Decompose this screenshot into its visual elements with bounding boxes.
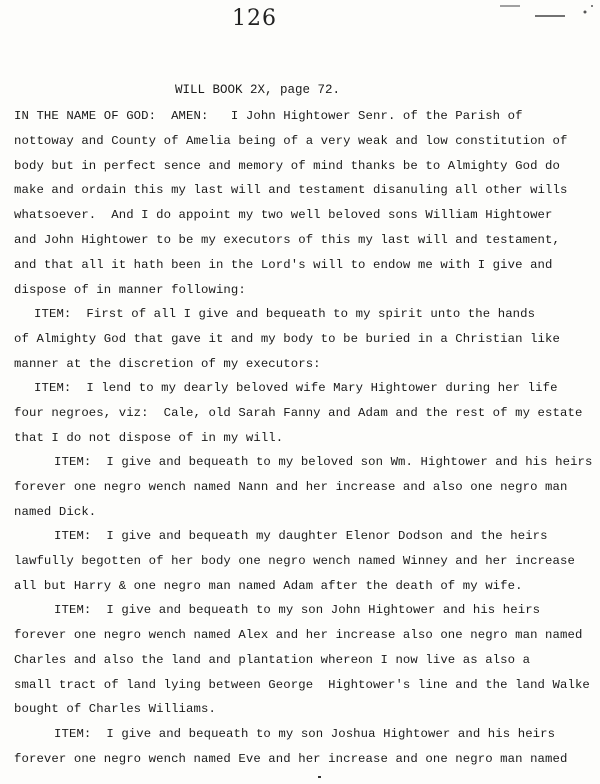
text-line: forever one negro wench named Nann and her increase and also one negro man — [14, 480, 568, 494]
text-line: all but Harry & one negro man named Adam after the death of my wife. — [14, 579, 523, 593]
item-line: ITEM: I give and bequeath to my son John Hightower and his heirs — [54, 603, 541, 617]
text-line: that I do not dispose of in my will. — [14, 431, 284, 445]
item-line: ITEM: I give and bequeath to my son Joshua Hightower and his heirs — [54, 727, 556, 741]
text-line: and John Hightower to be my executors of this my last will and testament, — [14, 233, 560, 247]
text-line: IN THE NAME OF GOD: AMEN: I John Hightower Senr. of the Parish of — [14, 109, 523, 123]
page-number: 126 — [232, 6, 277, 31]
text-line: small tract of land lying between George Hightower's line and the land Walke — [14, 678, 590, 692]
scan-margin-mark — [490, 0, 600, 30]
text-line: whatsoever. And I do appoint my two well beloved sons William Hightower — [14, 208, 553, 222]
text-line: of Almighty God that gave it and my body to be buried in a Christian like — [14, 332, 560, 346]
text-line: forever one negro wench named Alex and her increase also one negro man named — [14, 628, 583, 642]
text-line: manner at the discretion of my executors: — [14, 357, 321, 371]
item-line: ITEM: I lend to my dearly beloved wife Mary Hightower during her life — [34, 381, 558, 395]
document-title: WILL BOOK 2X, page 72. — [175, 83, 341, 97]
item-line: ITEM: First of all I give and bequeath to my spirit unto the hands — [34, 307, 536, 321]
text-line: forever one negro wench named Eve and her increase and one negro man named — [14, 752, 568, 766]
item-line: ITEM: I give and bequeath my daughter Elenor Dodson and the heirs — [54, 529, 548, 543]
text-line: nottoway and County of Amelia being of a very weak and low constitution of — [14, 134, 568, 148]
item-line: ITEM: I give and bequeath to my beloved son Wm. Hightower and his heirs — [54, 455, 593, 469]
text-line: four negroes, viz: Cale, old Sarah Fanny and Adam and the rest of my estate — [14, 406, 583, 420]
text-line: dispose of in manner following: — [14, 283, 246, 297]
text-line: lawfully begotten of her body one negro wench named Winney and her increase — [14, 554, 575, 568]
text-line: bought of Charles Williams. — [14, 702, 216, 716]
text-line: make and ordain this my last will and testament disanuling all other wills — [14, 183, 568, 197]
text-line: and that all it hath been in the Lord's will to endow me with I give and — [14, 258, 553, 272]
scan-speck — [318, 776, 321, 778]
text-line: Charles and also the land and plantation whereon I now live as also a — [14, 653, 531, 667]
text-line: body but in perfect sence and memory of mind thanks be to Almighty God do — [14, 159, 560, 173]
text-line: named Dick. — [14, 505, 97, 519]
